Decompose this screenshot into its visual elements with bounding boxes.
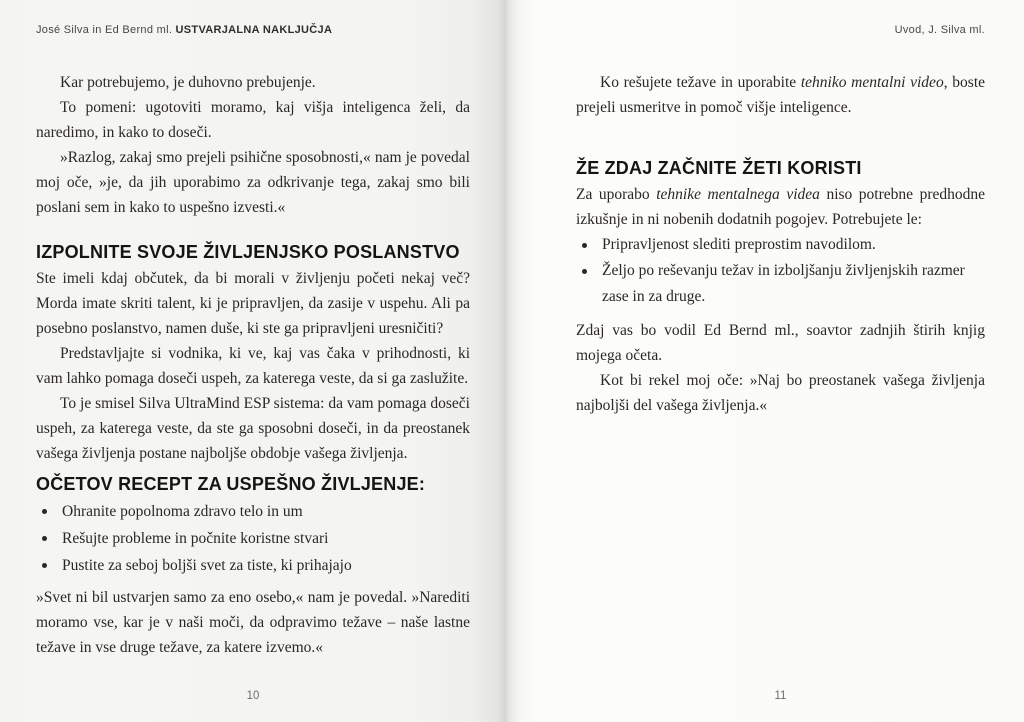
paragraph-text: Ko rešujete težave in uporabite [600,74,801,91]
page-number-right: 11 [774,690,787,702]
left-page [0,0,506,722]
page-number-left: 10 [246,690,260,702]
author-names: José Silva in Ed Bernd ml. [36,24,176,36]
paragraph: Ste imeli kdaj občutek, da bi morali v življenju početi nekaj več? Morda imate skriti talent, ki je pripravljen, da zasije v uspehu. Ali pa posebno poslanstvo, namen duše, ki ste ga pripravljeni uresničiti? [36,270,470,337]
paragraph: To je smisel Silva UltraMind ESP sistema: da vam pomaga doseči uspeh, za katerega veste, da ste ga sposobni doseči, in da preostanek vašega življenja postane najboljše obdobje vašega življenja. [36,395,470,462]
italic-term: tehnike mentalnega videa [656,186,820,203]
bullet-text: Željo po reševanju težav in izboljšanju življenjskih razmer zase in za druge. [602,262,965,305]
left-page-body [36,70,470,660]
bullet-icon [582,269,587,274]
bullet-icon [42,563,47,568]
running-header-right: Uvod, J. Silva ml. [894,24,985,36]
bullet-icon [42,536,47,541]
section-heading-izpolnite-poslanstvo: IZPOLNITE SVOJE ŽIVLJENJSKO POSLANSTVO [36,242,460,262]
paragraph-text: niso potrebne predhodne izkušnje in ni nobenih dodatnih pogojev. Potrebujete le: [576,186,985,228]
paragraph [576,182,985,232]
paragraph: Kar potrebujemo, je duhovno prebujenje. [60,74,316,91]
paragraph: Kot bi rekel moj oče: »Naj bo preostanek vašega življenja najboljši del vašega življenja.« [576,372,985,414]
bullet-item [36,498,470,525]
book-title: USTVARJALNA NAKLJUČJA [175,24,333,36]
paragraph: To pomeni: ugotoviti moramo, kaj višja inteligenca želi, da naredimo, in kako to doseči. [36,99,470,141]
bullet-item [36,552,470,579]
bullet-item [36,525,470,552]
bullet-text: Pripravljenost slediti preprostim navodilom. [602,236,876,253]
bullet-icon [582,243,587,248]
bullet-item [576,232,985,258]
right-page-body [576,70,985,418]
bullet-list [576,232,985,310]
section-heading-ocetov-recept: OČETOV RECEPT ZA USPEŠNO ŽIVLJENJE: [36,474,426,494]
bullet-icon [42,509,47,514]
paragraph-text: Za uporabo [576,186,657,203]
section-heading-ze-zdaj-koristi: ŽE ZDAJ ZAČNITE ŽETI KORISTI [576,158,862,178]
bullet-item [576,258,985,310]
right-page [506,0,1024,722]
paragraph: Zdaj vas bo vodil Ed Bernd ml., soavtor zadnjih štirih knjig mojega očeta. [576,322,985,364]
bullet-text: Pustite za seboj boljši svet za tiste, ki prihajajo [62,557,352,574]
paragraph-text: , boste prejeli usmeritve in pomoč višje inteligence. [576,74,986,116]
paragraph: Predstavljajte si vodnika, ki ve, kaj vas čaka v prihodnosti, ki vam lahko pomaga doseči uspeh, za katerega veste, da si ga zaslužite. [36,345,470,387]
bullet-list [36,498,470,579]
paragraph: »Razlog, zakaj smo prejeli psihične sposobnosti,« nam je povedal moj oče, »je, da jih uporabimo za odkrivanje tega, zakaj smo bili poslani sem in kako to uspešno izvesti.« [36,149,470,216]
bullet-text: Rešujte probleme in počnite koristne stvari [62,530,329,547]
bullet-text: Ohranite popolnoma zdravo telo in um [62,503,303,520]
italic-term: tehniko mentalni video [800,74,944,91]
running-header-left [36,24,470,36]
paragraph [576,70,985,120]
paragraph: »Svet ni bil ustvarjen samo za eno osebo,« nam je povedal. »Narediti moramo vse, kar je v naši moči, da odpravimo težave – naše lastne težave in vse druge težave, za katere izvemo.« [36,589,470,656]
